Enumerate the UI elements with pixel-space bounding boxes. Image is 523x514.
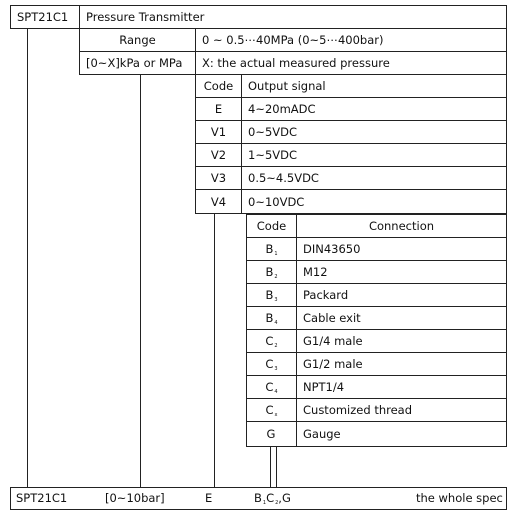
range-label: Range: [119, 33, 156, 47]
connection-code-cell: [246, 352, 297, 376]
example-range: [0~10bar]: [105, 491, 165, 505]
output-signal: 4~20mADC: [248, 102, 316, 116]
product-title-cell: [79, 5, 507, 29]
connector-line-connection-c: [276, 447, 277, 488]
model-code: SPT21C1: [17, 10, 69, 24]
connection-header: Connection: [368, 219, 435, 233]
output-code-cell: [195, 143, 242, 167]
connection-type-cell: [296, 306, 507, 330]
unit-desc-cell: [195, 51, 507, 75]
connection-type-cell: [296, 329, 507, 353]
connection-header-cell: [296, 214, 507, 238]
connector-line-output: [214, 214, 215, 488]
connection-type: DIN43650: [303, 242, 361, 256]
connector-line-range: [140, 75, 141, 488]
output-signal-cell: [241, 97, 507, 121]
output-code: V1: [210, 125, 227, 139]
unit-label: [0~X]kPa or MPa: [86, 56, 183, 70]
product-title: Pressure Transmitter: [86, 10, 205, 24]
output-code: E: [214, 102, 223, 116]
connection-type: G1/4 male: [303, 334, 363, 348]
connection-code-cell: [246, 375, 297, 399]
connection-code-cell: [246, 306, 297, 330]
connection-code-header: Code: [256, 219, 287, 233]
connection-code-cell: [246, 237, 297, 261]
output-code: V3: [210, 171, 227, 185]
example-model-code: SPT21C1: [16, 491, 68, 505]
range-label-cell: [79, 28, 196, 52]
connection-type: G1/2 male: [303, 357, 363, 371]
connection-code: $C_x$: [265, 402, 278, 418]
connection-code-cell: [246, 398, 297, 422]
output-code-header-cell: [195, 74, 242, 98]
example-output-code: E: [205, 491, 213, 505]
connection-type: M12: [303, 265, 328, 279]
connection-type: Cable exit: [303, 311, 361, 325]
output-signal: 1~5VDC: [248, 148, 298, 162]
output-code-cell: [195, 120, 242, 144]
connection-code: G: [266, 426, 276, 441]
connection-type: NPT1/4: [303, 380, 345, 394]
output-code-cell: [195, 166, 242, 190]
output-signal-cell: [241, 166, 507, 190]
output-code-cell: [195, 97, 242, 121]
connection-code: $C_3$: [265, 356, 278, 372]
connector-line-model: [27, 28, 28, 488]
connection-type-cell: [296, 260, 507, 284]
range-value-cell: [195, 28, 507, 52]
example-note: the whole spec: [416, 491, 503, 505]
output-signal: 0.5~4.5VDC: [248, 171, 319, 185]
connection-type: Packard: [303, 288, 349, 302]
output-signal-header: Output signal: [248, 79, 326, 93]
connection-code-header-cell: [246, 214, 297, 238]
connection-code: $C_4$: [265, 379, 278, 395]
unit-label-cell: [79, 51, 196, 75]
range-value: 0 ~ 0.5⋯40MPa (0~5⋯400bar): [202, 33, 384, 47]
connection-type-cell: [296, 421, 507, 447]
connection-type: Customized thread: [303, 403, 413, 417]
connection-type-cell: [296, 237, 507, 261]
connection-type-cell: [296, 375, 507, 399]
connection-code-cell: [246, 283, 297, 307]
output-signal-cell: [241, 120, 507, 144]
unit-desc: X: the actual measured pressure: [202, 56, 390, 70]
output-signal-header-cell: [241, 74, 507, 98]
connection-code: $C_2$: [265, 333, 278, 349]
connection-code: $B_2$: [265, 264, 278, 280]
output-signal-cell: [241, 189, 507, 214]
output-code-cell: [195, 189, 242, 214]
output-signal: 0~5VDC: [248, 125, 298, 139]
connection-code: $B_4$: [265, 310, 278, 326]
example-connection-code: $B_1C_2,G$: [254, 491, 291, 506]
connector-line-connection-b: [270, 447, 271, 488]
connection-type-cell: [296, 398, 507, 422]
connection-type-cell: [296, 283, 507, 307]
output-code-header: Code: [203, 79, 234, 93]
connection-code: $B_1$: [265, 241, 278, 257]
connection-code-cell: [246, 421, 297, 447]
output-code: V2: [210, 148, 227, 162]
connection-code-cell: [246, 329, 297, 353]
output-signal: 0~10VDC: [248, 194, 305, 209]
connection-code-cell: [246, 260, 297, 284]
connection-type-cell: [296, 352, 507, 376]
connection-type: Gauge: [303, 427, 341, 441]
connection-code: $B_3$: [265, 287, 278, 303]
output-code: V4: [210, 194, 227, 209]
output-signal-cell: [241, 143, 507, 167]
model-code-cell: [10, 5, 80, 29]
